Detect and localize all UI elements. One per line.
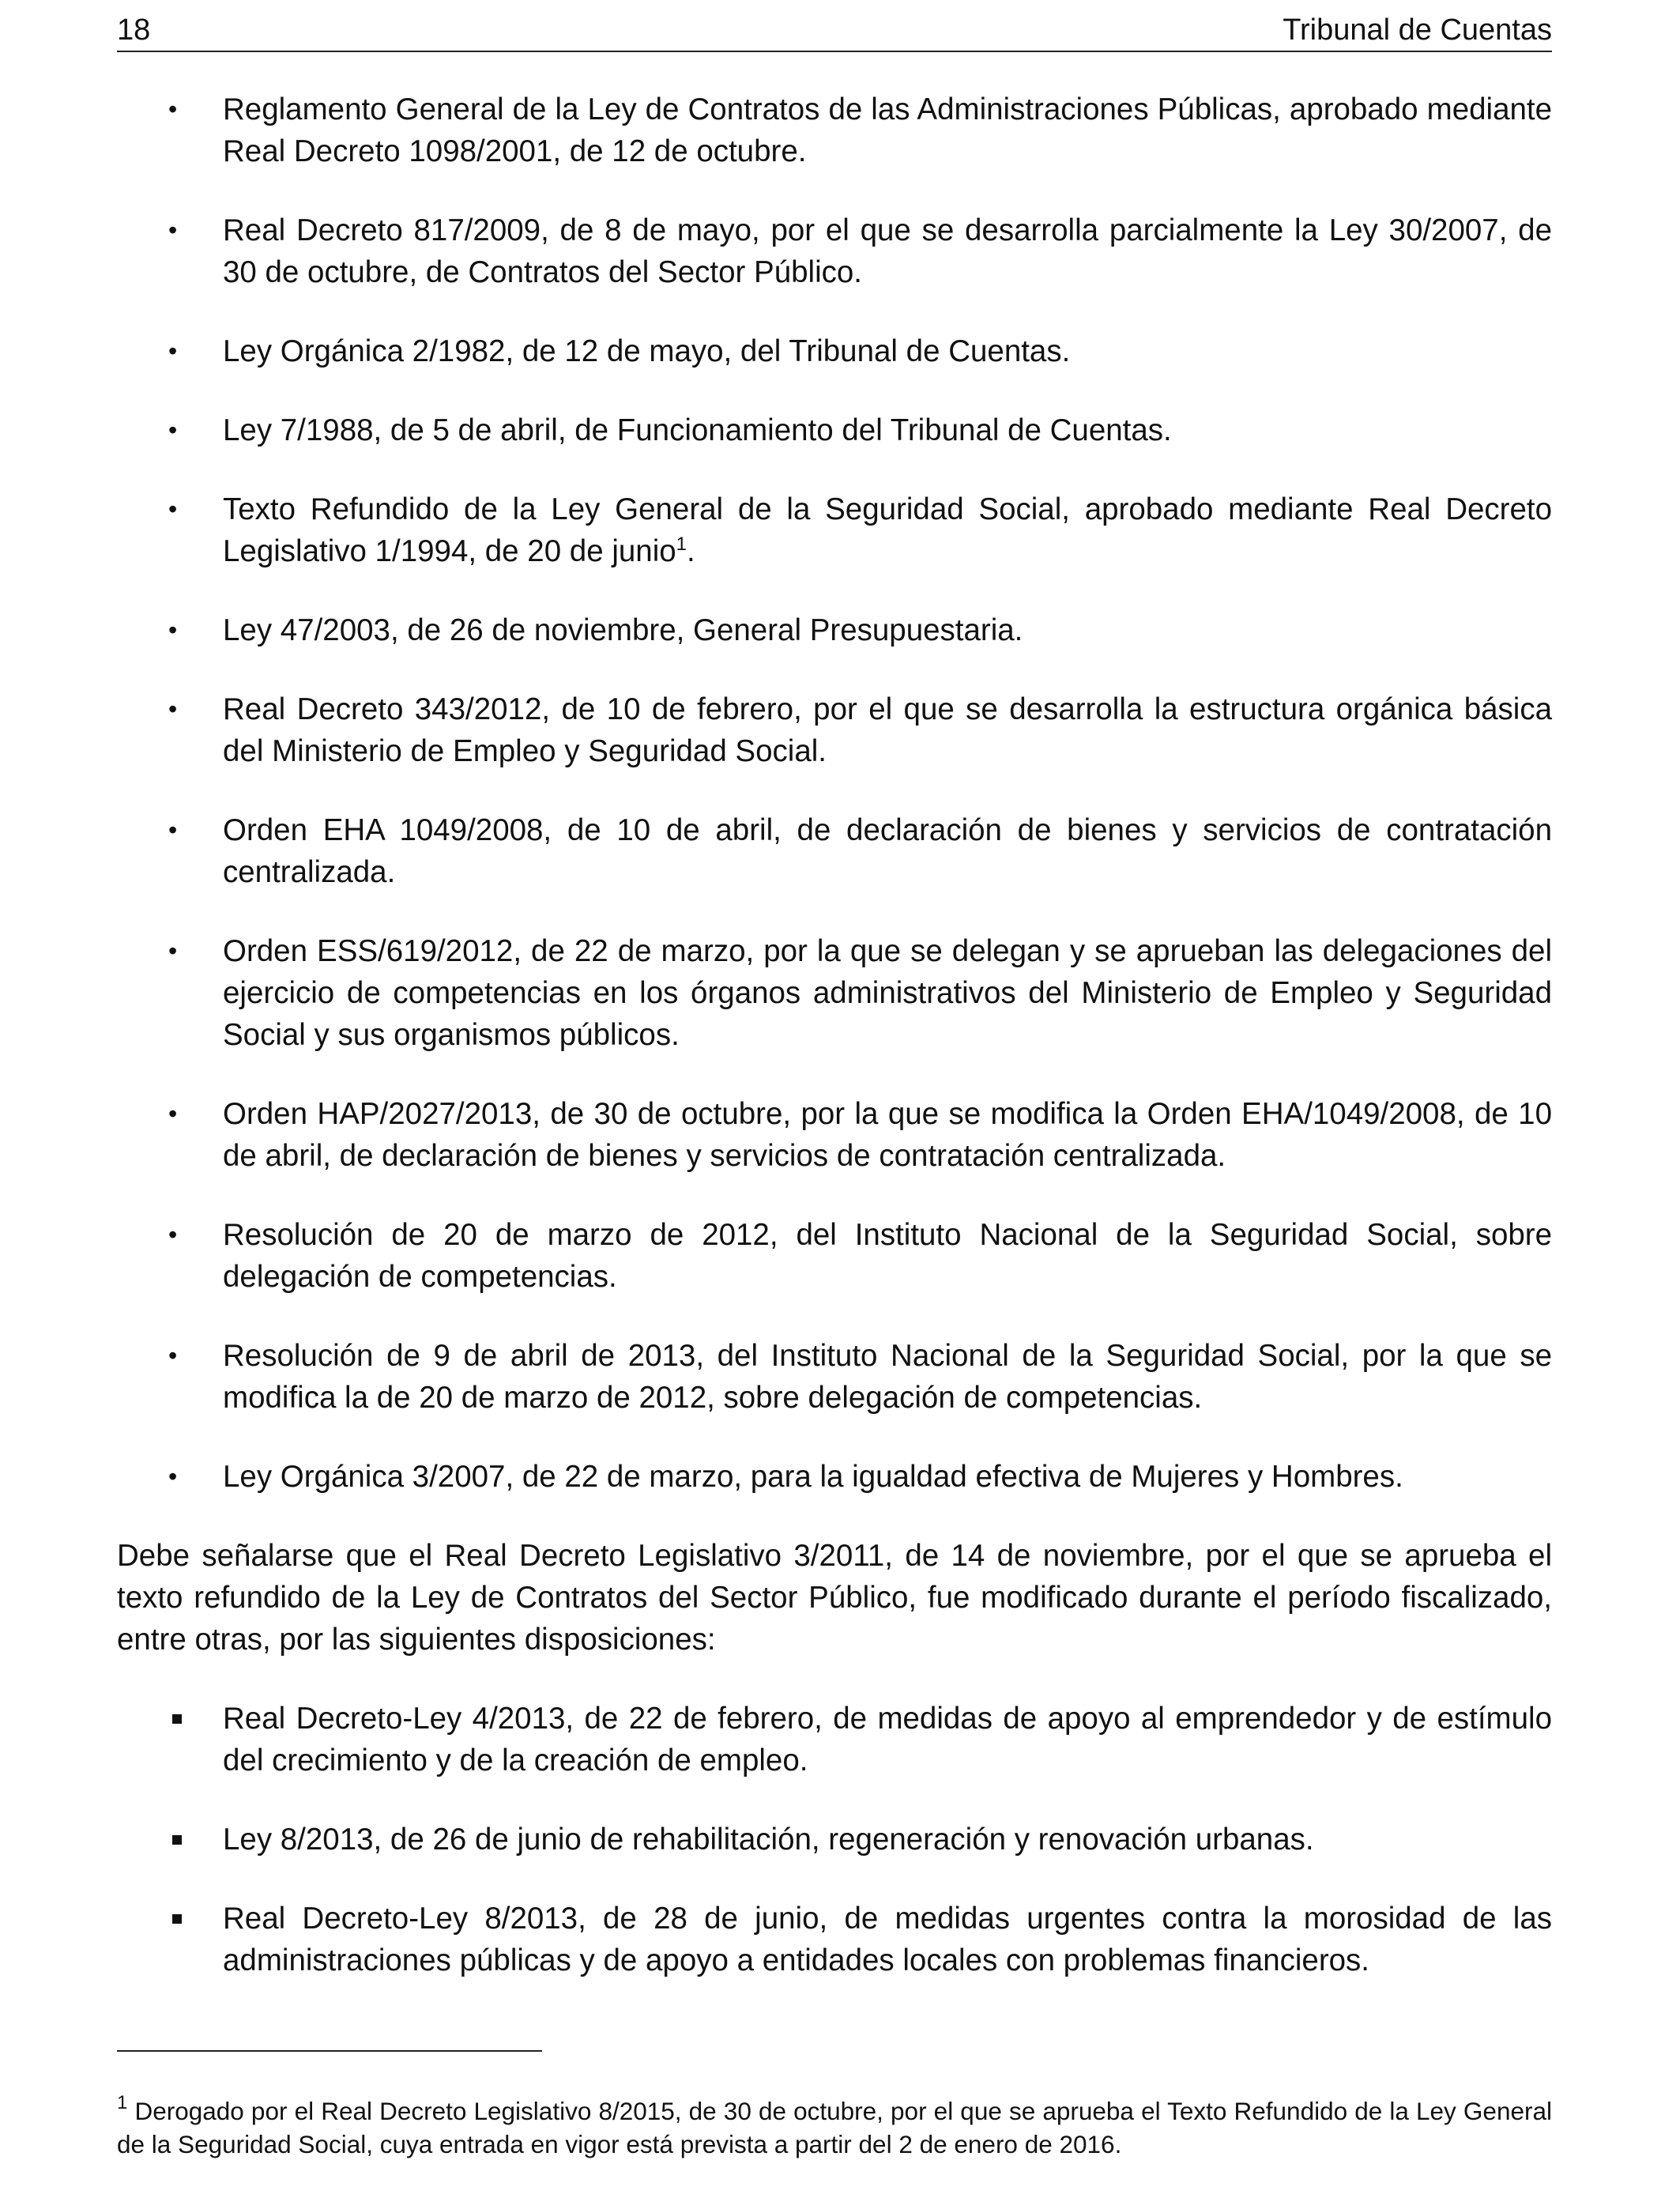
- list-item: [117, 1698, 1552, 1781]
- header-title: Tribunal de Cuentas: [1283, 13, 1552, 47]
- legislation-list: [117, 89, 1552, 1498]
- page-content: [117, 89, 1552, 2019]
- sentence-period: .: [687, 534, 695, 568]
- list-item: [117, 609, 1552, 651]
- bullet-icon: •: [168, 937, 178, 965]
- list-item-text: Real Decreto 817/2009, de 8 de mayo, por el que se desarrolla parcialmente la Ley 30/2007, de 30 de octubre, de Contratos del Sector Público.: [223, 213, 1552, 289]
- list-item-text: Orden HAP/2027/2013, de 30 de octubre, por la que se modifica la Orden EHA/1049/2008, de 10 de abril, de declaración de bienes y servicios de contratación centralizada.: [223, 1097, 1552, 1173]
- bullet-icon: •: [168, 1220, 178, 1249]
- list-item-text: Ley 7/1988, de 5 de abril, de Funcionamiento del Tribunal de Cuentas.: [223, 413, 1172, 447]
- bullet-icon: •: [168, 695, 178, 723]
- list-item: [117, 89, 1552, 172]
- list-item: [117, 1214, 1552, 1298]
- bullet-icon: •: [168, 816, 178, 844]
- list-item-text: Ley 47/2003, de 26 de noviembre, General Presupuestaria.: [223, 613, 1023, 647]
- list-item: [117, 409, 1552, 451]
- list-item: [117, 488, 1552, 572]
- list-item: [117, 330, 1552, 372]
- list-item: [117, 688, 1552, 772]
- bullet-icon: •: [168, 495, 178, 523]
- page-header: [117, 9, 1552, 52]
- square-bullet-icon: [172, 1714, 182, 1724]
- list-item: [117, 1898, 1552, 1981]
- list-item-text: Real Decreto-Ley 4/2013, de 22 de febrero, de medidas de apoyo al emprendedor y de estímulo del crecimiento y de la creación de empleo.: [223, 1702, 1552, 1777]
- list-item: [117, 1456, 1552, 1498]
- list-item-text: Resolución de 20 de marzo de 2012, del Instituto Nacional de la Seguridad Social, sobre delegación de competencias.: [223, 1218, 1552, 1294]
- list-item-text: Resolución de 9 de abril de 2013, del Instituto Nacional de la Seguridad Social, por la que se modifica la de 20 de marzo de 2012, sobre delegación de competencias.: [223, 1339, 1552, 1415]
- bullet-icon: •: [168, 337, 178, 365]
- footnote: [117, 2094, 1552, 2161]
- square-bullet-icon: [172, 1914, 182, 1924]
- bullet-icon: •: [168, 95, 178, 123]
- bullet-icon: •: [168, 1462, 178, 1491]
- list-item-text: Ley Orgánica 2/1982, de 12 de mayo, del Tribunal de Cuentas.: [223, 334, 1071, 368]
- bullet-icon: •: [168, 1341, 178, 1370]
- list-item: [117, 1335, 1552, 1419]
- square-bullet-icon: [172, 1835, 182, 1845]
- footnote-text: Derogado por el Real Decreto Legislativo 8/2015, de 30 de octubre, por el que se aprueba el Texto Refundido de la Ley General de la Seguridad Social, cuya entrada en vigor está prevista a partir del 2 de enero de 2016.: [117, 2097, 1552, 2158]
- list-item-text: Real Decreto 343/2012, de 10 de febrero, por el que se desarrolla la estructura orgánica básica del Ministerio de Empleo y Seguridad Social.: [223, 692, 1552, 768]
- list-item-text: Orden ESS/619/2012, de 22 de marzo, por la que se delegan y se aprueban las delegaciones del ejercicio de competencias en los órganos administrativos del Ministerio de Empleo y Seguridad Social y sus organismos públicos.: [223, 934, 1552, 1052]
- list-item-text: Orden EHA 1049/2008, de 10 de abril, de declaración de bienes y servicios de contratación centralizada.: [223, 813, 1552, 889]
- page-number: 18: [117, 13, 151, 47]
- body-paragraph: Debe señalarse que el Real Decreto Legislativo 3/2011, de 14 de noviembre, por el que se aprueba el texto refundido de la Ley de Contratos del Sector Público, fue modificado durante el período fiscalizado, entre otras, por las siguientes disposiciones:: [117, 1539, 1552, 1657]
- bullet-icon: •: [168, 616, 178, 644]
- bullet-icon: •: [168, 216, 178, 244]
- list-item: [117, 930, 1552, 1056]
- list-item-text: Real Decreto-Ley 8/2013, de 28 de junio, de medidas urgentes contra la morosidad de las administraciones públicas y de apoyo a entidades locales con problemas financieros.: [223, 1902, 1552, 1977]
- bullet-icon: •: [168, 1099, 178, 1128]
- footnote-divider: [117, 2050, 542, 2052]
- list-item: [117, 809, 1552, 893]
- modifications-list: [117, 1698, 1552, 1981]
- list-item: [117, 1093, 1552, 1177]
- list-item-text: Reglamento General de la Ley de Contratos de las Administraciones Públicas, aprobado mediante Real Decreto 1098/2001, de 12 de octubre.: [223, 92, 1552, 168]
- list-item-text: Texto Refundido de la Ley General de la Seguridad Social, aprobado mediante Real Decreto Legislativo 1/1994, de 20 de junio: [223, 492, 1552, 568]
- list-item-text: Ley 8/2013, de 26 de junio de rehabilitación, regeneración y renovación urbanas.: [223, 1823, 1314, 1857]
- footnote-number: 1: [117, 2092, 128, 2113]
- list-item: [117, 209, 1552, 293]
- bullet-icon: •: [168, 416, 178, 444]
- footnote-reference: 1: [676, 533, 687, 555]
- list-item: [117, 1819, 1552, 1860]
- list-item-text: Ley Orgánica 3/2007, de 22 de marzo, para la igualdad efectiva de Mujeres y Hombres.: [223, 1460, 1403, 1494]
